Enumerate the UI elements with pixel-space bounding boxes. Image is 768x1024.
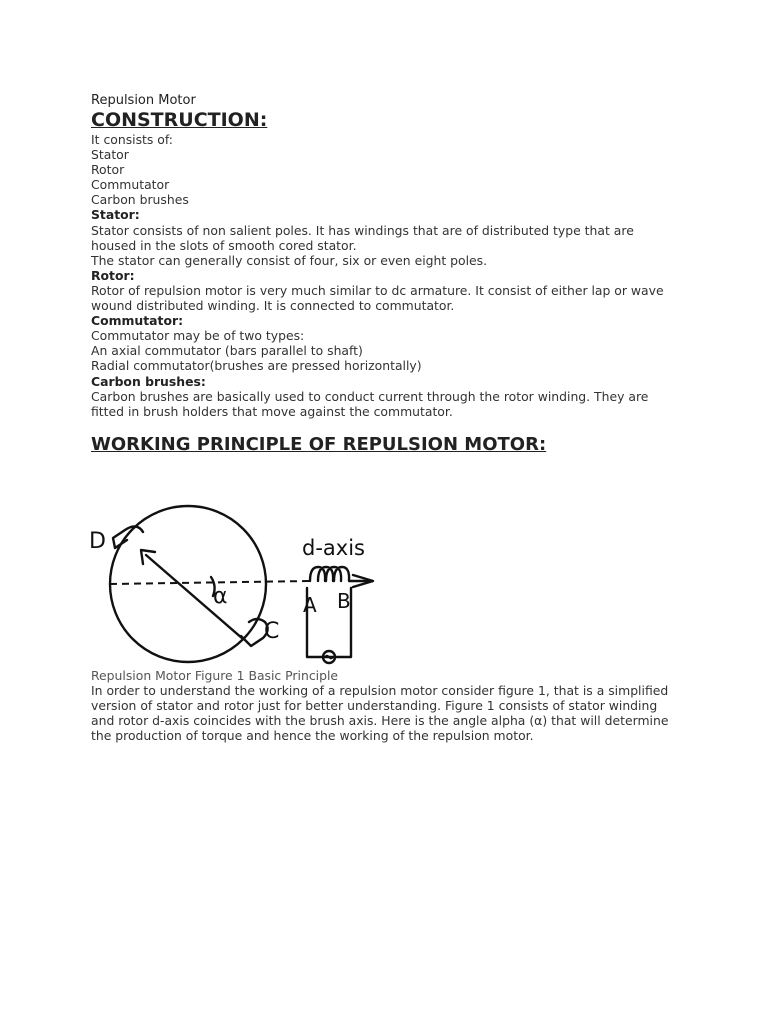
part-list-item: Stator	[91, 147, 129, 163]
stator-text-line: housed in the slots of smooth cored stator.	[91, 237, 357, 253]
label-c: C	[264, 619, 280, 644]
label-alpha: α	[213, 584, 228, 609]
working-principle-heading: WORKING PRINCIPLE OF REPULSION MOTOR:	[91, 434, 547, 455]
dashed-axis-line	[110, 581, 310, 584]
working-text-line: and rotor d-axis coincides with the brush axis. Here is the angle alpha (α) that will determine	[91, 713, 669, 729]
commutator-text-line: Radial commutator(brushes are pressed horizontally)	[91, 358, 422, 374]
carbon-brushes-text-line: Carbon brushes are basically used to conduct current through the rotor winding. They are	[91, 388, 649, 404]
commutator-subheading: Commutator:	[91, 313, 184, 329]
stator-coil-icon	[310, 567, 349, 581]
construction-section	[91, 132, 664, 419]
part-list-item: Rotor	[91, 162, 125, 178]
part-list-item: Carbon brushes	[91, 192, 189, 208]
working-section	[91, 668, 668, 743]
commutator-text-line: An axial commutator (bars parallel to shaft)	[91, 343, 363, 359]
figure-caption: Repulsion Motor Figure 1 Basic Principle	[91, 668, 339, 683]
commutator-text-line: Commutator may be of two types:	[91, 328, 305, 344]
stator-text-line: Stator consists of non salient poles. It has windings that are of distributed type that are	[91, 222, 634, 238]
construction-heading: CONSTRUCTION:	[91, 109, 268, 131]
document-title: Repulsion Motor	[91, 93, 196, 108]
label-d-axis: d-axis	[302, 536, 365, 560]
repulsion-motor-figure	[89, 500, 391, 680]
document-page	[89, 93, 691, 744]
label-b: B	[337, 589, 351, 613]
rotor-subheading: Rotor:	[91, 267, 135, 283]
working-text-line: version of stator and rotor just for better understanding. Figure 1 consists of stator winding	[91, 698, 658, 714]
rotor-text-line: wound distributed winding. It is connected to commutator.	[91, 298, 455, 314]
label-d: D	[89, 529, 106, 554]
working-text-line: the production of torque and hence the working of the repulsion motor.	[91, 728, 534, 744]
label-a: A	[303, 593, 317, 617]
stator-text-line: The stator can generally consist of four, six or even eight poles.	[91, 252, 488, 268]
brush-axis-line	[146, 555, 243, 639]
part-list-item: Commutator	[91, 177, 170, 193]
working-text-line: In order to understand the working of a repulsion motor consider figure 1, that is a simplified	[91, 683, 669, 699]
construction-intro: It consists of:	[91, 132, 173, 147]
carbon-brushes-subheading: Carbon brushes:	[91, 373, 206, 389]
carbon-brushes-text-line: fitted in brush holders that move against the commutator.	[91, 403, 453, 419]
stator-subheading: Stator:	[91, 207, 140, 223]
brush-d-icon	[113, 526, 143, 548]
rotor-text-line: Rotor of repulsion motor is very much similar to dc armature. It consist of either lap or wave	[91, 282, 664, 298]
